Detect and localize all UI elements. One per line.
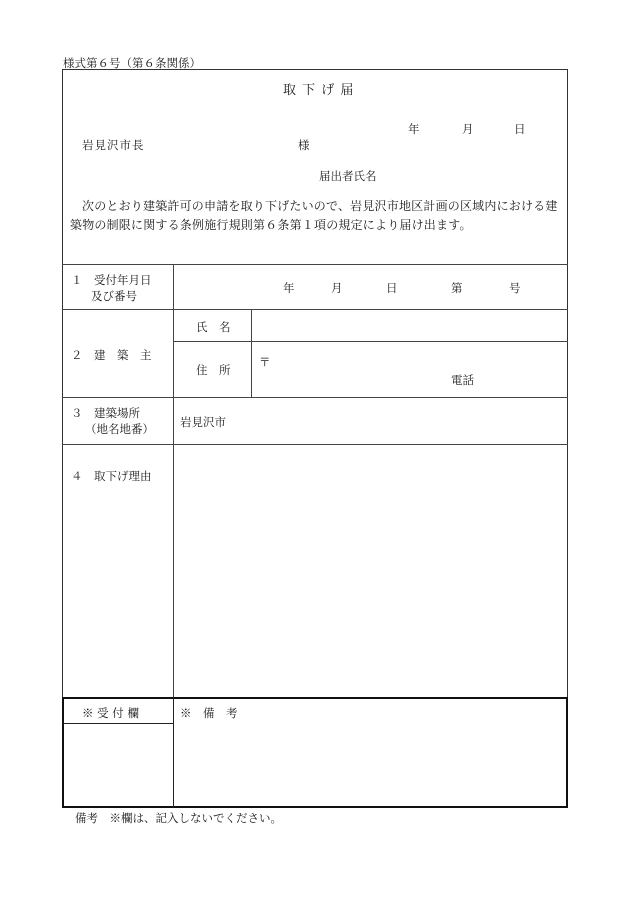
- honorific: 様: [298, 138, 310, 152]
- location-value: 岩見沢市: [180, 415, 226, 429]
- applicant-name-label: 届出者氏名: [319, 169, 377, 183]
- office-remarks-label: ※ 備 考: [180, 706, 238, 720]
- divider-builder-top: [62, 309, 568, 310]
- builder-name-label: 氏 名: [196, 320, 231, 334]
- receipt-day: 日: [386, 281, 398, 295]
- location-label-line1: ３ 建築場所: [71, 406, 140, 420]
- date-month: 月: [462, 122, 474, 136]
- divider-location-top: [62, 397, 568, 398]
- date-day: 日: [514, 122, 526, 136]
- receipt-go: 号: [509, 281, 521, 295]
- office-column-divider: [173, 697, 174, 808]
- office-receipt-label: ※ 受 付 欄: [82, 706, 139, 720]
- divider-receipt-top: [62, 264, 568, 265]
- location-label-line2: （地名地番）: [85, 422, 154, 436]
- receipt-label-line1: １ 受付年月日: [71, 273, 152, 287]
- divider-builder-mid: [173, 341, 568, 342]
- form-number: 様式第６号（第６条関係）: [63, 56, 201, 70]
- receipt-label-line2: 及び番号: [91, 289, 137, 303]
- receipt-box-divider: [63, 723, 173, 724]
- phone-label: 電話: [451, 373, 474, 387]
- builder-address-label: 住 所: [196, 363, 231, 377]
- builder-sub-divider: [251, 309, 252, 397]
- form-title: 取 下 げ 届: [283, 83, 355, 98]
- receipt-month: 月: [331, 281, 343, 295]
- builder-label: ２ 建 築 主: [71, 348, 152, 362]
- body-text: 次のとおり建築許可の申請を取り下げたいので、岩見沢市地区計画の区域内における建築物の制限に関する条例施行規則第６条第１項の規定により届け出ます。: [70, 199, 558, 232]
- receipt-dai: 第: [451, 281, 463, 295]
- addressee: 岩見沢市長: [82, 138, 145, 152]
- date-year: 年: [408, 122, 420, 136]
- receipt-year: 年: [283, 281, 295, 295]
- divider-reason-top: [62, 444, 568, 445]
- postal-mark: 〒: [259, 355, 271, 369]
- label-column-divider: [173, 264, 174, 697]
- reason-label: ４ 取下げ理由: [71, 469, 152, 483]
- footnote: 備考 ※欄は、記入しないでください。: [75, 811, 282, 825]
